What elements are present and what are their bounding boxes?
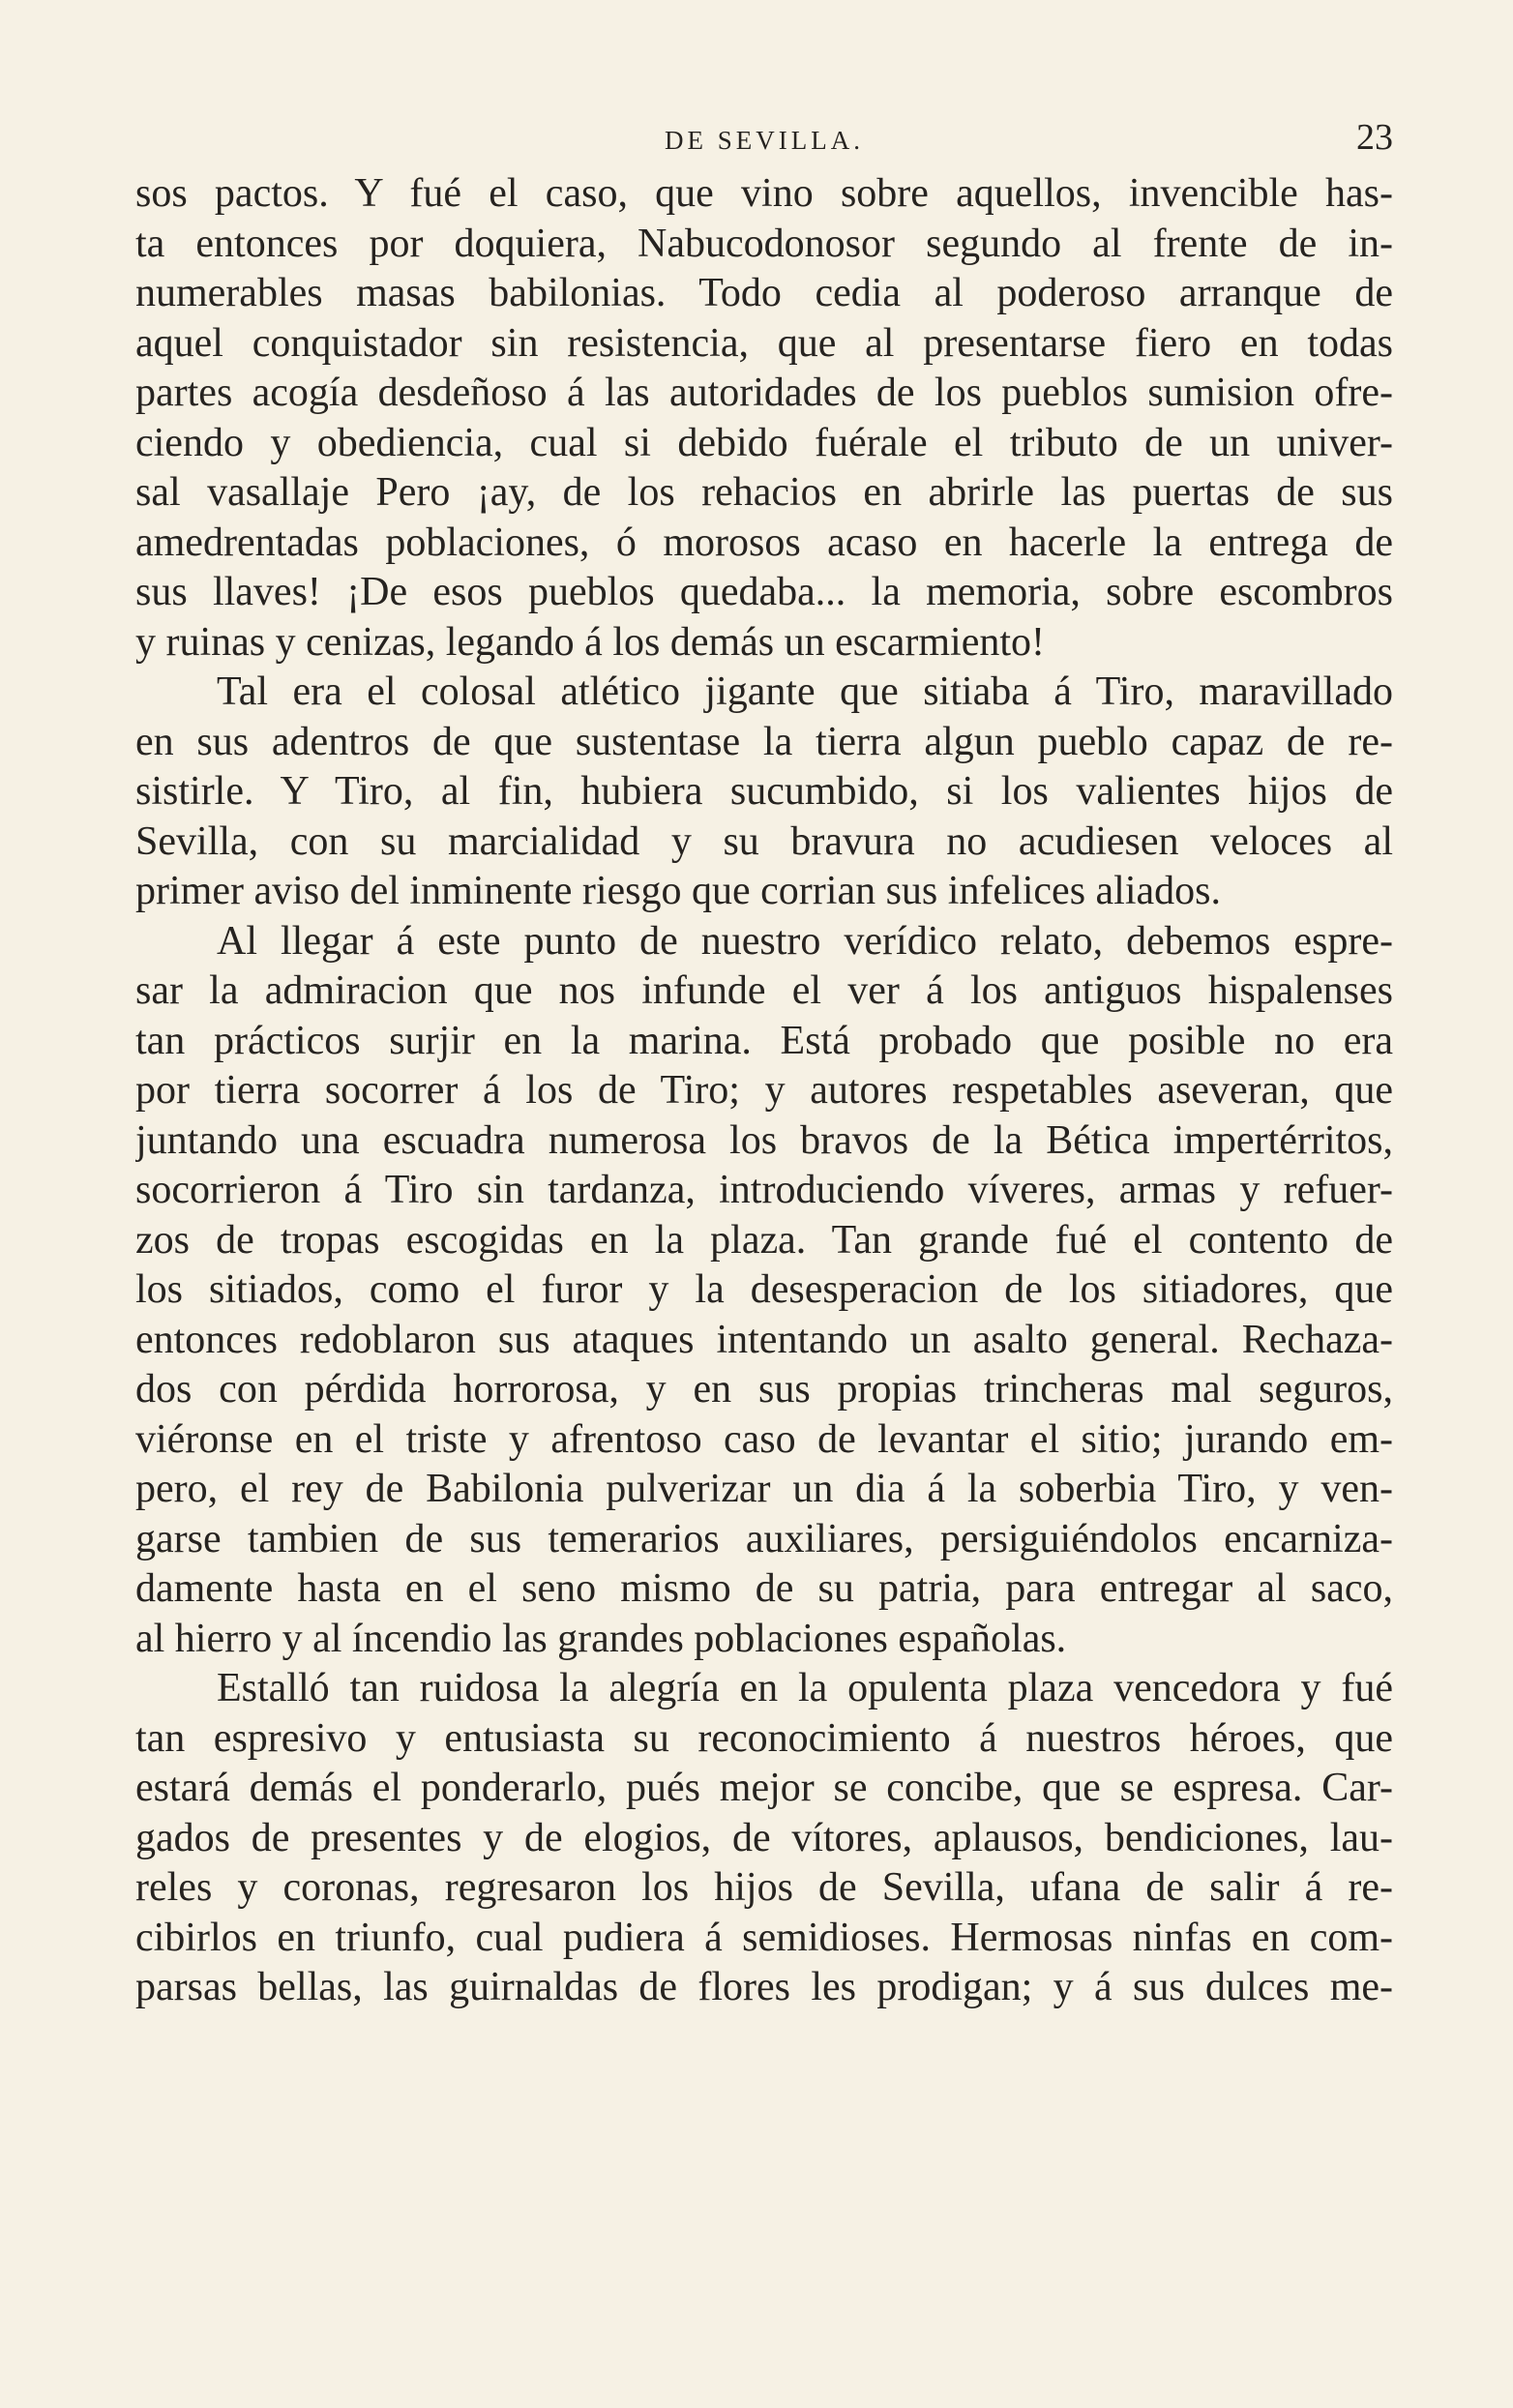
body-text <box>135 169 1393 2013</box>
text-line: tan prácticos surjir en la marina. Está probado que posible no era <box>135 1018 1393 1063</box>
text-line: juntando una escuadra numerosa los bravos de la Bética impertérritos, <box>135 1117 1393 1163</box>
text-line: sar la admiracion que nos infunde el ver á los antiguos hispalenses <box>135 968 1393 1013</box>
page-number: 23 <box>1356 117 1393 158</box>
text-line: al hierro y al íncendio las grandes poblaciones españolas. <box>135 1616 1067 1661</box>
text-line: sos pactos. Y fué el caso, que vino sobre aquellos, invencible has- <box>135 171 1393 216</box>
text-line: sal vasallaje Pero ¡ay, de los rehacios en abrirle las puertas de sus <box>135 470 1393 515</box>
text-line: Tal era el colosal atlético jigante que sitiaba á Tiro, maravillado <box>217 669 1393 714</box>
text-line: aquel conquistador sin resistencia, que al presentarse fiero en todas <box>135 320 1393 366</box>
text-line: garse tambien de sus temerarios auxiliares, persiguiéndolos encarniza- <box>135 1516 1393 1561</box>
text-line: ta entonces por doquiera, Nabucodonosor segundo al frente de in- <box>135 221 1393 266</box>
text-line: tan espresivo y entusiasta su reconocimiento á nuestros héroes, que <box>135 1715 1393 1761</box>
text-line: parsas bellas, las guirnaldas de flores les prodigan; y á sus dulces me- <box>135 1965 1393 2009</box>
text-line: reles y coronas, regresaron los hijos de Sevilla, ufana de salir á re- <box>135 1865 1393 1910</box>
running-title: DE SEVILLA. <box>665 126 864 155</box>
text-line: cibirlos en triunfo, cual pudiera á semidioses. Hermosas ninfas en com- <box>135 1915 1393 1960</box>
text-line: sistirle. Y Tiro, al fin, hubiera sucumbido, si los valientes hijos de <box>135 769 1393 814</box>
running-head <box>135 116 1393 164</box>
text-line: Sevilla, con su marcialidad y su bravura no acudiesen veloces al <box>135 818 1393 864</box>
text-line: amedrentadas poblaciones, ó morosos acaso en hacerle la entrega de <box>135 520 1393 565</box>
text-line: socorrieron á Tiro sin tardanza, introduciendo víveres, armas y refuer- <box>135 1168 1393 1212</box>
text-line: Estalló tan ruidosa la alegría en la opulenta plaza vencedora y fué <box>217 1666 1393 1710</box>
text-line: Al llegar á este punto de nuestro verídico relato, debemos espre- <box>217 918 1393 964</box>
text-line: viéronse en el triste y afrentoso caso de levantar el sitio; jurando em- <box>135 1416 1393 1462</box>
text-line: partes acogía desdeñoso á las autoridades de los pueblos sumision ofre- <box>135 371 1393 415</box>
text-line: dos con pérdida horrorosa, y en sus propias trincheras mal seguros, <box>135 1367 1393 1412</box>
text-line: en sus adentros de que sustentase la tierra algun pueblo capaz de re- <box>135 719 1393 764</box>
text-line: ciendo y obediencia, cual si debido fuérale el tributo de un univer- <box>135 420 1393 465</box>
text-line: primer aviso del inminente riesgo que corrian sus infelices aliados. <box>135 869 1222 913</box>
text-line: damente hasta en el seno mismo de su patria, para entregar al saco, <box>135 1566 1393 1611</box>
text-line: por tierra socorrer á los de Tiro; y autores respetables aseveran, que <box>135 1068 1393 1113</box>
text-line: sus llaves! ¡De esos pueblos quedaba... la memoria, sobre escombros <box>135 570 1393 614</box>
text-line: gados de presentes y de elogios, de vítores, aplausos, bendiciones, lau- <box>135 1815 1393 1860</box>
text-line: zos de tropas escogidas en la plaza. Tan grande fué el contento de <box>135 1217 1393 1263</box>
text-line: y ruinas y cenizas, legando á los demás un escarmiento! <box>135 619 1046 665</box>
text-line: pero, el rey de Babilonia pulverizar un dia á la soberbia Tiro, y ven- <box>135 1467 1393 1511</box>
text-line: estará demás el ponderarlo, pués mejor se concibe, que se espresa. Car- <box>135 1766 1393 1810</box>
text-line: numerables masas babilonias. Todo cedia al poderoso arranque de <box>135 271 1393 315</box>
text-line: entonces redoblaron sus ataques intentando un asalto general. Rechaza- <box>135 1317 1393 1362</box>
text-line: los sitiados, como el furor y la desesperacion de los sitiadores, que <box>135 1267 1393 1312</box>
